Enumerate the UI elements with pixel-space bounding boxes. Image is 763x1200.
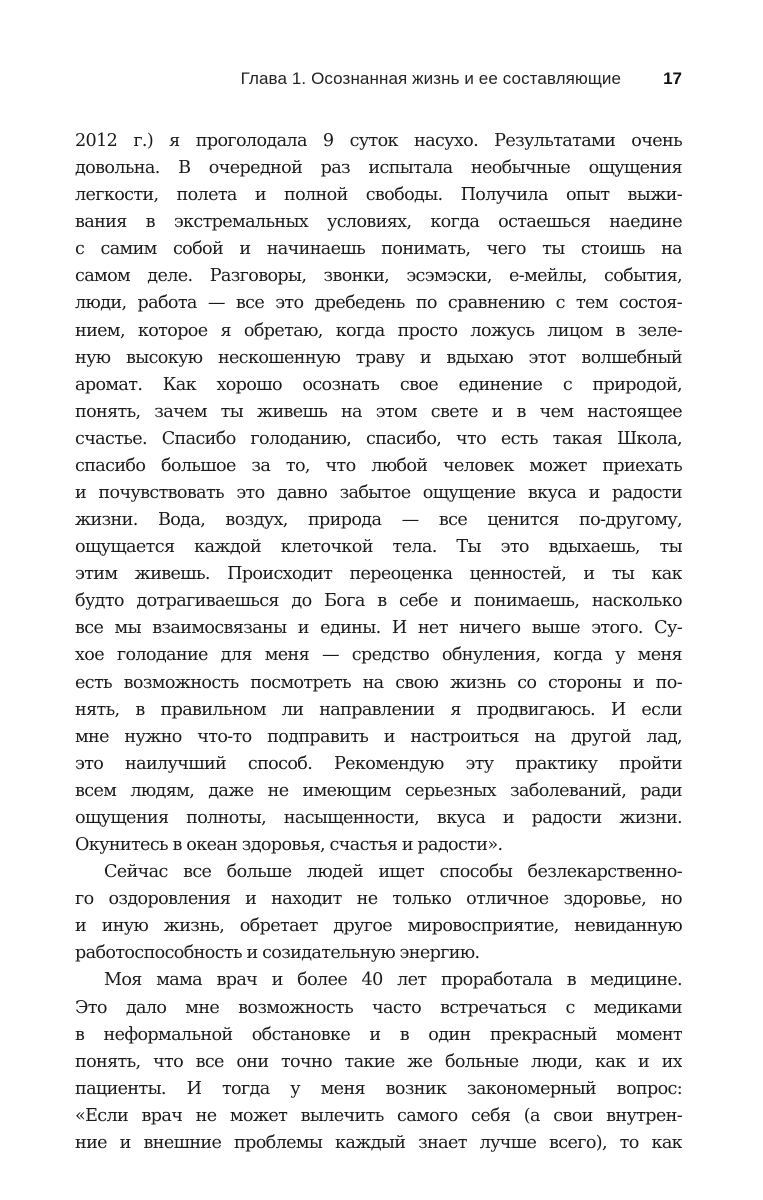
text-line: 2012 г.) я проголодала 9 суток насухо. Результатами очень xyxy=(75,131,682,151)
text-line: самом деле. Разговоры, звонки, эсэмэски, е-мейлы, события, xyxy=(75,266,682,287)
body-text xyxy=(75,128,682,1157)
text-line: и почувствовать это давно забытое ощущение вкуса и радости xyxy=(75,483,682,504)
text-line: легкости, полета и полной свободы. Получила опыт выжи- xyxy=(75,185,682,206)
text-line: понять, что все они точно такие же больные люди, как и их xyxy=(75,1051,682,1072)
text-line: будто дотрагиваешься до Бога в себе и понимаешь, насколько xyxy=(75,591,682,612)
text-line: мне нужно что-то подправить и настроиться на другой лад, xyxy=(75,726,682,747)
text-line: го оздоровления и находит не только отличное здоровье, но xyxy=(75,889,682,910)
text-line: нием, которое я обретаю, когда просто ложусь лицом в зеле- xyxy=(75,320,682,341)
text-line: хое голодание для меня — средство обнуления, когда у меня xyxy=(75,645,682,666)
text-line: и иную жизнь, обретает другое мировосприятие, невиданную xyxy=(75,916,682,937)
text-line: нять, в правильном ли направлении я продвигаюсь. И если xyxy=(75,699,682,720)
text-line: ощущения полноты, насыщенности, вкуса и радости жизни. xyxy=(75,807,682,828)
text-line: Сейчас все больше людей ищет способы безлекарственно- xyxy=(104,862,682,883)
text-line: «Если врач не может вылечить самого себя (а свои внутрен- xyxy=(75,1105,682,1126)
running-title: Глава 1. Осознанная жизнь и ее составляющие xyxy=(240,69,622,88)
paragraph xyxy=(75,128,682,859)
text-line: ную высокую нескошенную траву и вдыхаю этот волшебный xyxy=(75,347,682,368)
text-line: есть возможность посмотреть на свою жизнь со стороны и по- xyxy=(75,672,682,693)
text-line: люди, работа — все это дребедень по сравнению с тем состоя- xyxy=(75,293,682,314)
text-line: всем людям, даже не имеющим серьезных заболеваний, ради xyxy=(75,780,682,801)
paragraph xyxy=(75,967,682,1157)
text-line: все мы взаимосвязаны и едины. И нет ничего выше этого. Су- xyxy=(75,618,682,639)
text-line: понять, зачем ты живешь на этом свете и в чем настоящее xyxy=(75,401,682,422)
text-line: Это дало мне возможность часто встречаться с медиками xyxy=(75,997,682,1018)
text-line: пациенты. И тогда у меня возник закономерный вопрос: xyxy=(75,1078,682,1099)
text-line: в неформальной обстановке и в один прекрасный момент xyxy=(75,1024,682,1045)
text-line: Окунитесь в океан здоровья, счастья и радости». xyxy=(75,835,503,856)
text-line: это наилучший способ. Рекомендую эту практику пройти xyxy=(75,753,682,774)
text-line: с самим собой и начинаешь понимать, чего ты стоишь на xyxy=(75,239,682,260)
page-number: 17 xyxy=(663,69,682,88)
text-line: вания в экстремальных условиях, когда остаешься наедине xyxy=(75,212,682,233)
text-line: счастье. Спасибо голоданию, спасибо, что есть такая Школа, xyxy=(75,428,682,449)
text-line: Моя мама врач и более 40 лет проработала в медицине. xyxy=(104,970,682,991)
text-line: аромат. Как хорошо осознать свое единение с природой, xyxy=(75,374,682,395)
text-line: ние и внешние проблемы каждый знает лучше всего), то как xyxy=(75,1132,682,1153)
running-header xyxy=(75,69,682,97)
text-line: довольна. В очередной раз испытала необычные ощущения xyxy=(75,158,682,179)
paragraph xyxy=(75,859,682,967)
text-line: жизни. Вода, воздух, природа — все ценится по-другому, xyxy=(75,510,682,531)
text-line: работоспособность и созидательную энергию. xyxy=(75,943,480,964)
text-line: этим живешь. Происходит переоценка ценностей, и ты как xyxy=(75,564,682,585)
text-line: спасибо большое за то, что любой человек может приехать xyxy=(75,455,682,476)
text-line: ощущается каждой клеточкой тела. Ты это вдыхаешь, ты xyxy=(75,537,682,558)
